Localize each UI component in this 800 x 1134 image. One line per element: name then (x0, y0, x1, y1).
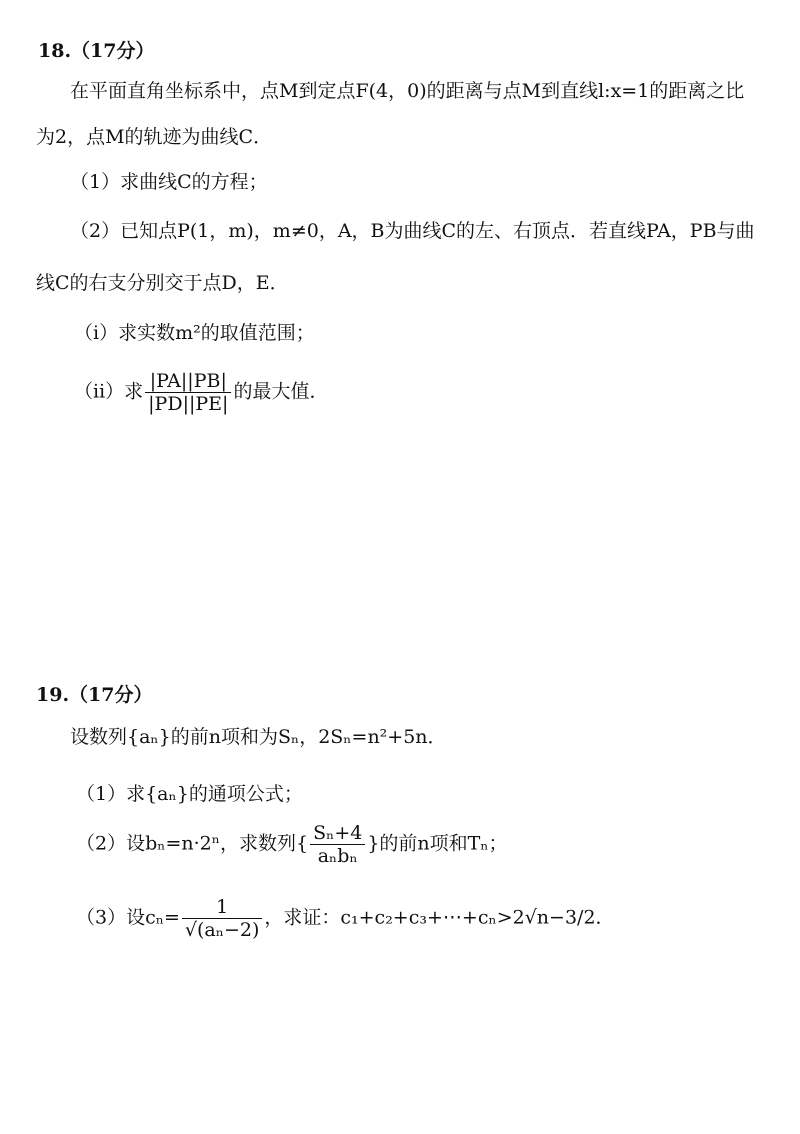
q18-fraction-numerator: |PA||PB| (145, 370, 231, 393)
q18-heading: 18.（17分） (38, 40, 155, 62)
q19-part3 (76, 896, 615, 941)
q19-part3-fraction-denominator: √(aₙ−2) (184, 919, 260, 941)
q18-fraction (145, 370, 231, 415)
q19-part2-fraction (310, 822, 365, 867)
q18-part1: （1）求曲线C的方程； (70, 171, 268, 193)
q18-fraction-denominator: |PD||PE| (148, 393, 229, 415)
q18-part2-line1: （2）已知点P(1，m)，m≠0，A，B为曲线C的左、右顶点．若直线PA，PB与曲 (70, 220, 755, 242)
q19-part1: （1）求{aₙ}的通项公式； (76, 783, 303, 805)
q18-part2-ii-prefix: （ⅱ）求 (74, 380, 144, 403)
q19-stem: 设数列{aₙ}的前n项和为Sₙ，2Sₙ=n²+5n． (70, 726, 447, 748)
q19-part2 (76, 822, 508, 867)
q19-part2-prefix: （2）设bₙ=n·2ⁿ，求数列{ (76, 832, 309, 855)
q19-part3-suffix: ，求证：c₁+c₂+c₃+⋯+cₙ>2√n−3/2． (264, 906, 615, 929)
q18-stem-line2: 为2，点M的轨迹为曲线C． (36, 126, 273, 148)
q19-part2-suffix: }的前n项和Tₙ； (367, 832, 508, 855)
q19-part3-prefix: （3）设cₙ= (76, 906, 180, 929)
q19-part3-fraction-numerator: 1 (182, 896, 263, 919)
q19-part2-fraction-numerator: Sₙ+4 (310, 822, 365, 845)
q18-part2-ii-suffix: 的最大值． (233, 380, 329, 403)
q19-heading: 19.（17分） (36, 684, 153, 706)
q19-part2-fraction-denominator: aₙbₙ (317, 845, 358, 867)
q18-stem-line1: 在平面直角坐标系中，点M到定点F(4，0)的距离与点M到直线l:x=1的距离之比 (70, 80, 745, 102)
q18-part2-i: （ⅰ）求实数m²的取值范围； (74, 322, 315, 344)
q18-part2-line2: 线C的右支分别交于点D，E． (36, 272, 289, 294)
q18-part2-ii (74, 370, 328, 415)
q19-part3-fraction (182, 896, 263, 941)
